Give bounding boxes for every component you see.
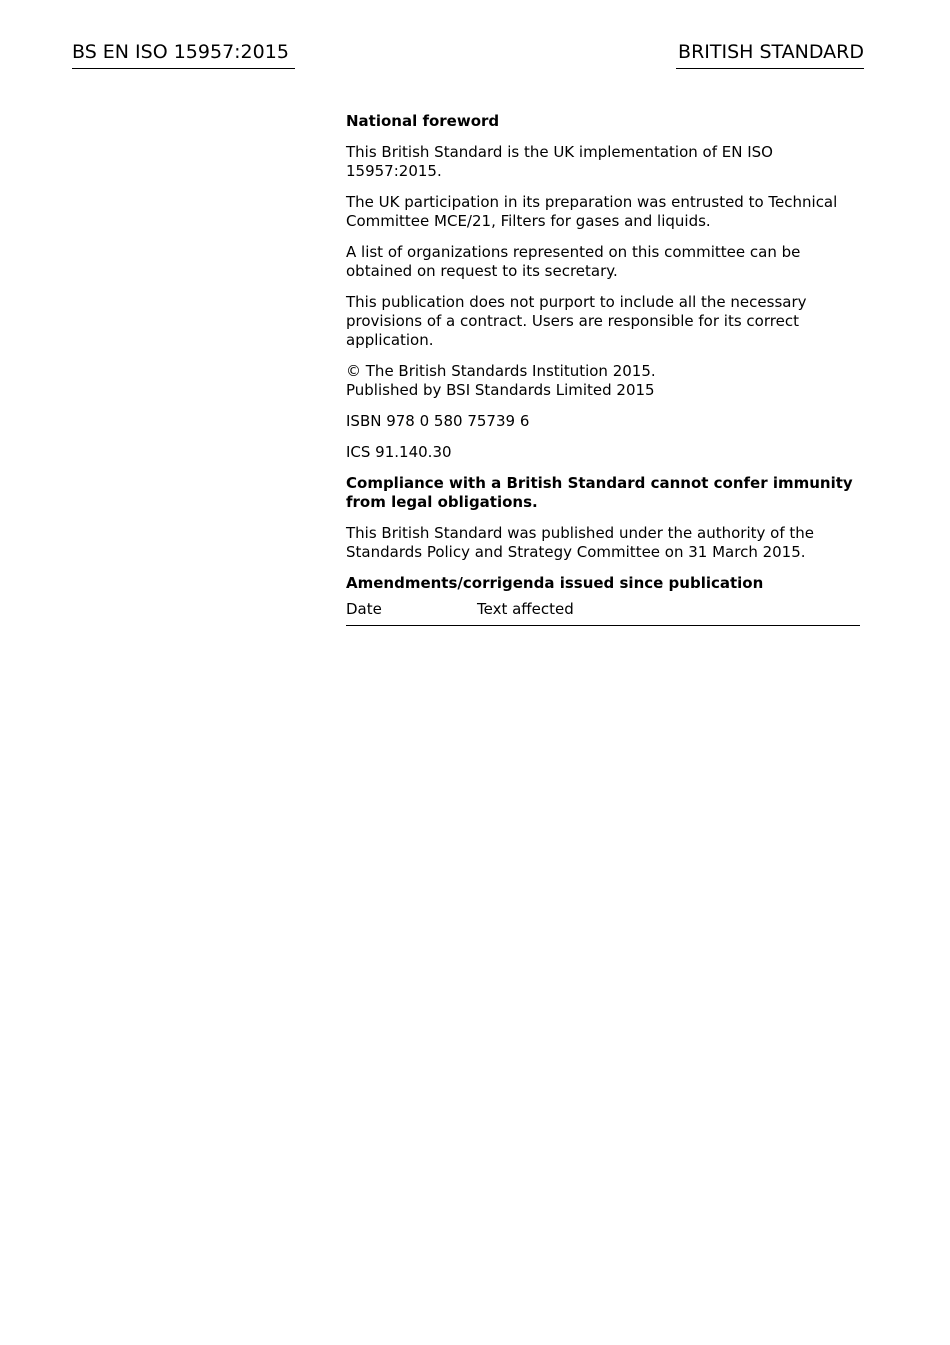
published-line: Published by BSI Standards Limited 2015 (346, 381, 655, 399)
foreword-paragraph-implementation: This British Standard is the UK implementation of EN ISO 15957:2015. (346, 143, 773, 180)
national-foreword (346, 112, 860, 626)
document-number-header: BS EN ISO 15957:2015 (72, 40, 295, 69)
foreword-paragraph-contract: This publication does not purport to include all the necessary provisions of a contract. Users are responsible for its correct application. (346, 293, 807, 349)
ics: ICS 91.140.30 (346, 443, 452, 461)
foreword-paragraph-participation: The UK participation in its preparation was entrusted to Technical Committee MCE/21, Filters for gases and liquids. (346, 193, 838, 230)
amendments-table (346, 600, 860, 626)
foreword-paragraph-organizations: A list of organizations represented on this committee can be obtained on request to its secretary. (346, 243, 801, 280)
authority-statement: This British Standard was published under the authority of the Standards Policy and Strategy Committee on 31 March 2015. (346, 524, 815, 561)
column-date: Date (346, 600, 477, 626)
copyright-line: © The British Standards Institution 2015. (346, 362, 656, 380)
amendments-title: Amendments/corrigenda issued since publication (346, 574, 764, 592)
foreword-title: National foreword (346, 112, 500, 130)
copyright-block (346, 362, 860, 400)
column-text-affected: Text affected (477, 600, 860, 626)
series-header: BRITISH STANDARD (676, 40, 864, 69)
isbn: ISBN 978 0 580 75739 6 (346, 412, 530, 430)
compliance-statement: Compliance with a British Standard cannot confer immunity from legal obligations. (346, 474, 853, 511)
amendments-header-row (346, 600, 860, 626)
